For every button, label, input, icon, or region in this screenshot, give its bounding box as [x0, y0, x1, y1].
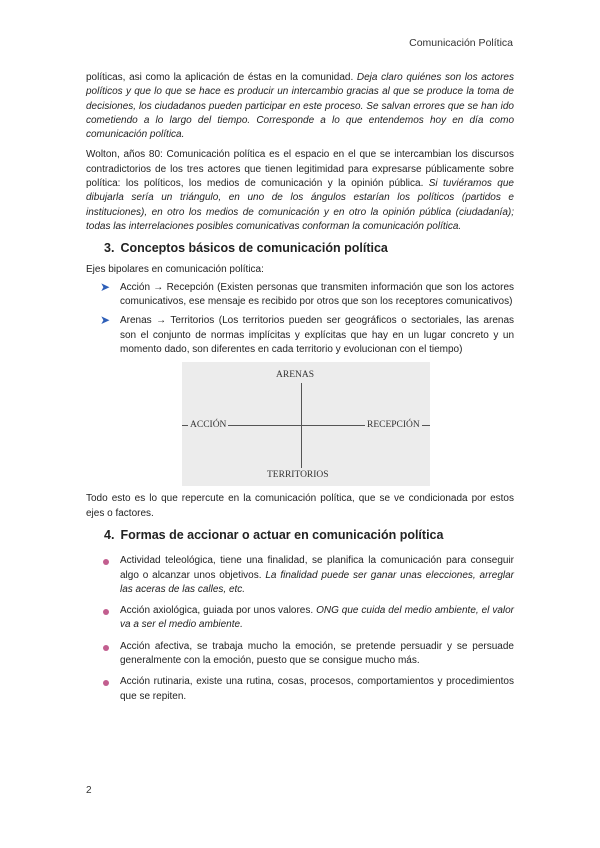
diagram-label-left: ACCIÓN	[188, 418, 228, 432]
dot-bullet-icon	[103, 680, 109, 686]
list-item	[86, 675, 514, 704]
section-4-heading	[104, 528, 514, 542]
list-item-italic: ONG que cuida del medio ambiente, el valor va a ser el medio ambiente.	[120, 605, 514, 631]
section-3-heading	[104, 241, 514, 255]
paragraph-1-italic: Deja claro quiénes son los actores políticos y que lo que se hace es producir un intercambio gracias al que se produce la toma de decisiones, los ciudadanos pueden participar en este proceso. Se salvan errores que se han ido cometiendo a lo largo del tiempo. Corresponde a lo que entendemos hoy en día como comunicación política.	[86, 72, 514, 141]
dot-bullet-icon	[103, 645, 109, 651]
paragraph-1	[86, 71, 514, 142]
dot-bullet-icon	[103, 559, 109, 565]
arrow-bullet-icon: ➤	[100, 279, 111, 294]
list-item-text: Actividad teleológica, tiene una finalidad, se planifica la comunicación para conseguir algo o alcanzar unos objetivos.	[120, 555, 514, 581]
running-header: Comunicación Política	[409, 37, 513, 49]
paragraph-2-italic: Si tuviéramos que dibujarla sería un triángulo, en uno de los ángulos estarían los políticos (partidos e instituciones), en otro los medios de comunicación y en otro la opinión pública (ciudadanía); todas las interrelaciones posibles comunicativas conforman la comunicación política.	[86, 178, 514, 232]
list-item	[86, 281, 514, 310]
list-item-text: Acción afectiva, se trabaja mucho la emoción, se pretende persuadir y se persuade generalmente con la emoción, puesto que se consigue mucho más.	[120, 640, 514, 667]
section-3-title: Conceptos básicos de comunicación política	[120, 241, 388, 256]
action-forms-list	[86, 554, 514, 704]
list-item	[86, 604, 514, 633]
list-item	[86, 554, 514, 597]
paragraph-1-text: políticas, asi como la aplicación de éstas en la comunidad.	[86, 72, 357, 83]
axes-list	[86, 281, 514, 357]
paragraph-2	[86, 148, 514, 234]
list-item-text: Acción axiológica, guiada por unos valores.	[120, 605, 317, 617]
dot-bullet-icon	[103, 609, 109, 615]
list-item-text: Arenas → Territorios (Los territorios pueden ser geográficos o sectoriales, las arenas son el conjunto de normas implícitas y explícitas que hay en un lugar concreto y un momento dado, son diferentes en cada territorio y evolucionan con el tiempo)	[120, 315, 514, 356]
arrow-bullet-icon: ➤	[100, 313, 111, 328]
paragraph-2-text: Wolton, años 80: Comunicación política es el espacio en el que se intercambian los discursos contradictorios de los tres actores que tienen legitimidad para expresarse públicamente sobre política: los políticos, los medios de comunicación y la opinión pública.	[86, 149, 514, 190]
section-3-number: 3.	[104, 241, 115, 256]
section-4-number: 4.	[104, 527, 115, 542]
list-item	[86, 640, 514, 669]
axes-diagram	[182, 362, 430, 486]
page-number: 2	[86, 785, 92, 796]
list-item-italic: La finalidad puede ser ganar unas elecciones, arreglar las aceras de las calles, etc.	[120, 569, 514, 595]
list-item-text: Acción → Recepción (Existen personas que transmiten información que son los actores comunicativos, ese mensaje es recibido por otros que son los receptores comunicativos)	[120, 281, 514, 308]
list-item-text: Acción rutinaria, existe una rutina, cosas, procesos, comportamientos y procedimientos que se repiten.	[120, 676, 514, 702]
section-4-title: Formas de accionar o actuar en comunicación política	[120, 527, 444, 542]
diagram-label-top: ARENAS	[274, 368, 316, 382]
page-content	[86, 71, 514, 711]
list-item	[86, 314, 514, 357]
section-3-closing: Todo esto es lo que repercute en la comunicación política, que se ve condicionada por estos ejes o factores.	[86, 493, 514, 519]
diagram-label-right: RECEPCIÓN	[365, 418, 422, 432]
diagram-label-bottom: TERRITORIOS	[265, 468, 331, 482]
section-3-intro: Ejes bipolares en comunicación política:	[86, 263, 264, 275]
